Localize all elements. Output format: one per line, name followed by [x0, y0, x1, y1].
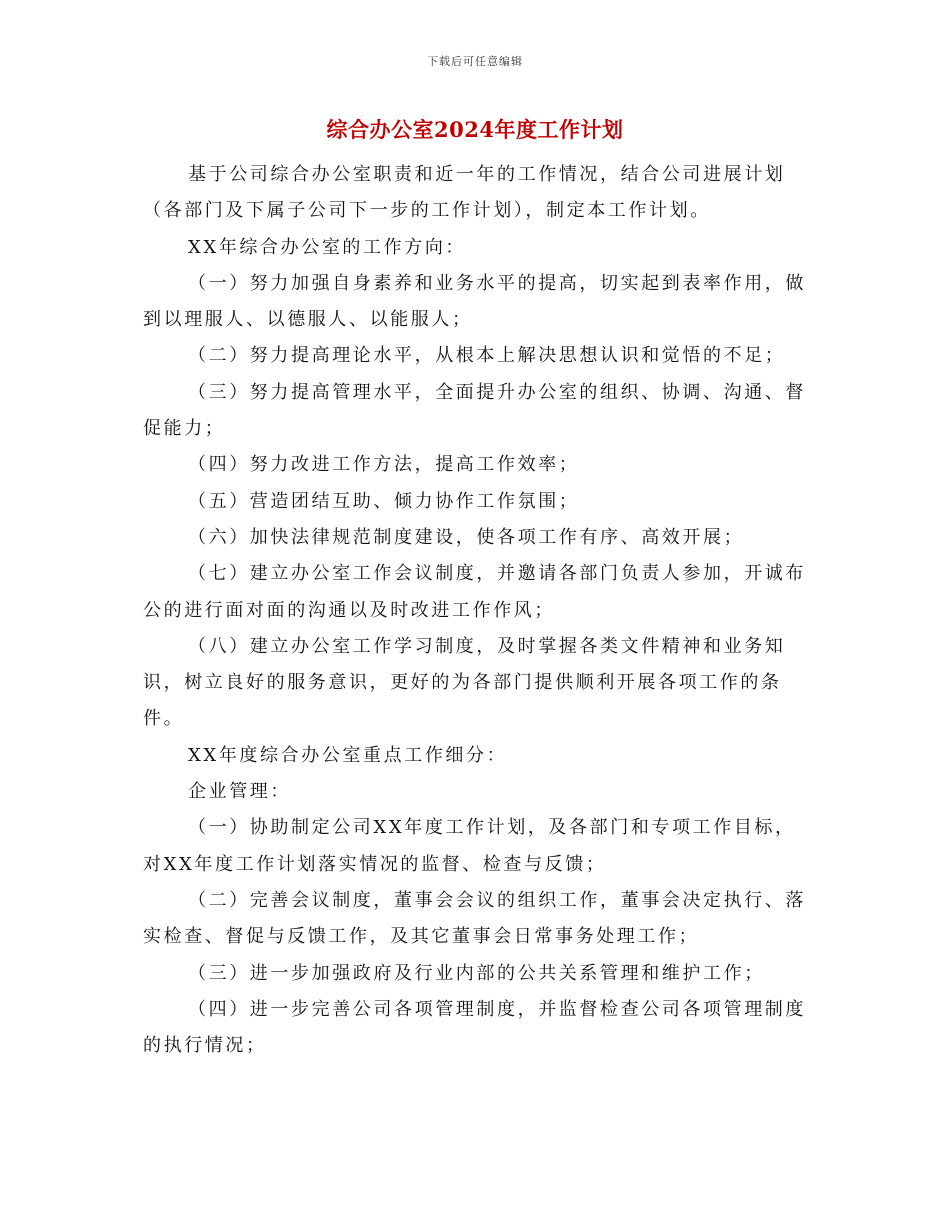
paragraph-management-4: （四）进一步完善公司各项管理制度，并监督检查公司各项管理制度的执行情况；: [143, 998, 806, 1057]
paragraph-direction-2: （二）努力提高理论水平，从根本上解决思想认识和觉悟的不足；: [188, 345, 786, 367]
paragraph-direction-5: （五）营造团结互助、倾力协作工作氛围；: [188, 490, 580, 512]
paragraph-management-3: （三）进一步加强政府及行业内部的公共关系管理和维护工作；: [188, 962, 765, 984]
document-title: 综合办公室2024年度工作计划: [326, 117, 624, 142]
paragraph-section-heading-direction: XX年综合办公室的工作方向：: [188, 236, 467, 258]
header-note: 下载后可任意编辑: [427, 55, 523, 68]
paragraph-direction-4: （四）努力改进工作方法，提高工作效率；: [188, 454, 580, 476]
paragraph-direction-3: （三）努力提高管理水平，全面提升办公室的组织、协调、沟通、督促能力；: [143, 381, 806, 440]
paragraph-direction-6: （六）加快法律规范制度建设，使各项工作有序、高效开展；: [188, 526, 745, 548]
document-body: [143, 157, 811, 1064]
paragraph-direction-8: （八）建立办公室工作学习制度，及时掌握各类文件精神和业务知识，树立良好的服务意识，更好的为各部门提供顺利开展各项工作的条件。: [143, 635, 786, 730]
paragraph-section-heading-key-work: XX年度综合办公室重点工作细分：: [188, 744, 508, 766]
paragraph-management-1: （一）协助制定公司XX年度工作计划，及各部门和专项工作目标，对XX年度工作计划落实情况的监督、检查与反馈；: [143, 817, 796, 875]
paragraph-management-2: （二）完善会议制度，董事会会议的组织工作，董事会决定执行、落实检查、督促与反馈工作，及其它董事会日常事务处理工作；: [143, 889, 806, 948]
paragraph-intro: 基于公司综合办公室职责和近一年的工作情况，结合公司进展计划（各部门及下属子公司下一步的工作计划），制定本工作计划。: [143, 164, 786, 222]
paragraph-direction-1: （一）努力加强自身素养和业务水平的提高，切实起到表率作用，做到以理服人、以德服人、以能服人；: [143, 272, 806, 331]
paragraph-subheading-enterprise-management: 企业管理：: [188, 781, 291, 803]
paragraph-direction-7: （七）建立办公室工作会议制度，并邀请各部门负责人参加，开诚布公的进行面对面的沟通以及时改进工作作风；: [143, 563, 806, 621]
